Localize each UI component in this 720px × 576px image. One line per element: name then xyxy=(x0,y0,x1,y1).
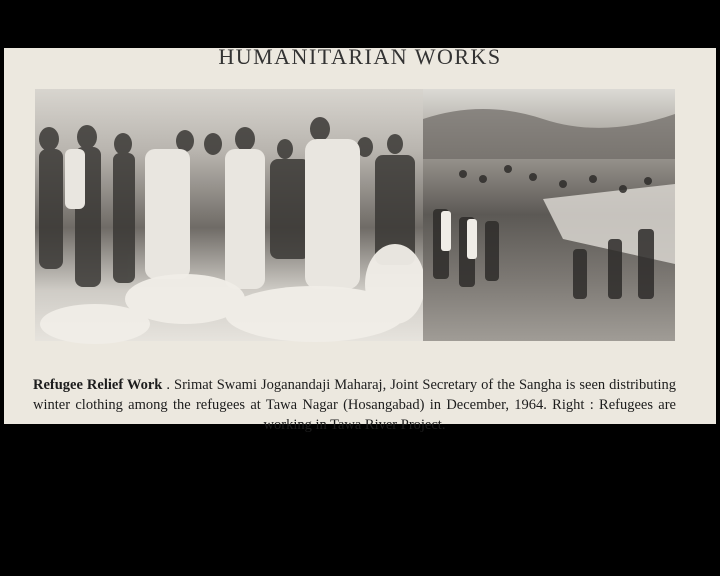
document-page xyxy=(4,44,716,433)
page-heading: HUMANITARIAN WORKS xyxy=(218,44,502,69)
photo-caption xyxy=(33,375,676,435)
caption-lead: Refugee Relief Work xyxy=(33,376,163,393)
photo-relief-distribution xyxy=(35,89,423,341)
caption-body: . Srimat Swami Joganandaji Maharaj, Joint Secretary of the Sangha is seen distributing winter clothing among the refugees at Tawa Nagar (Hosangabad) in December, 1964. Right : Refugees are working in Tawa River Project. xyxy=(33,376,677,433)
photo-river-project xyxy=(423,89,675,341)
